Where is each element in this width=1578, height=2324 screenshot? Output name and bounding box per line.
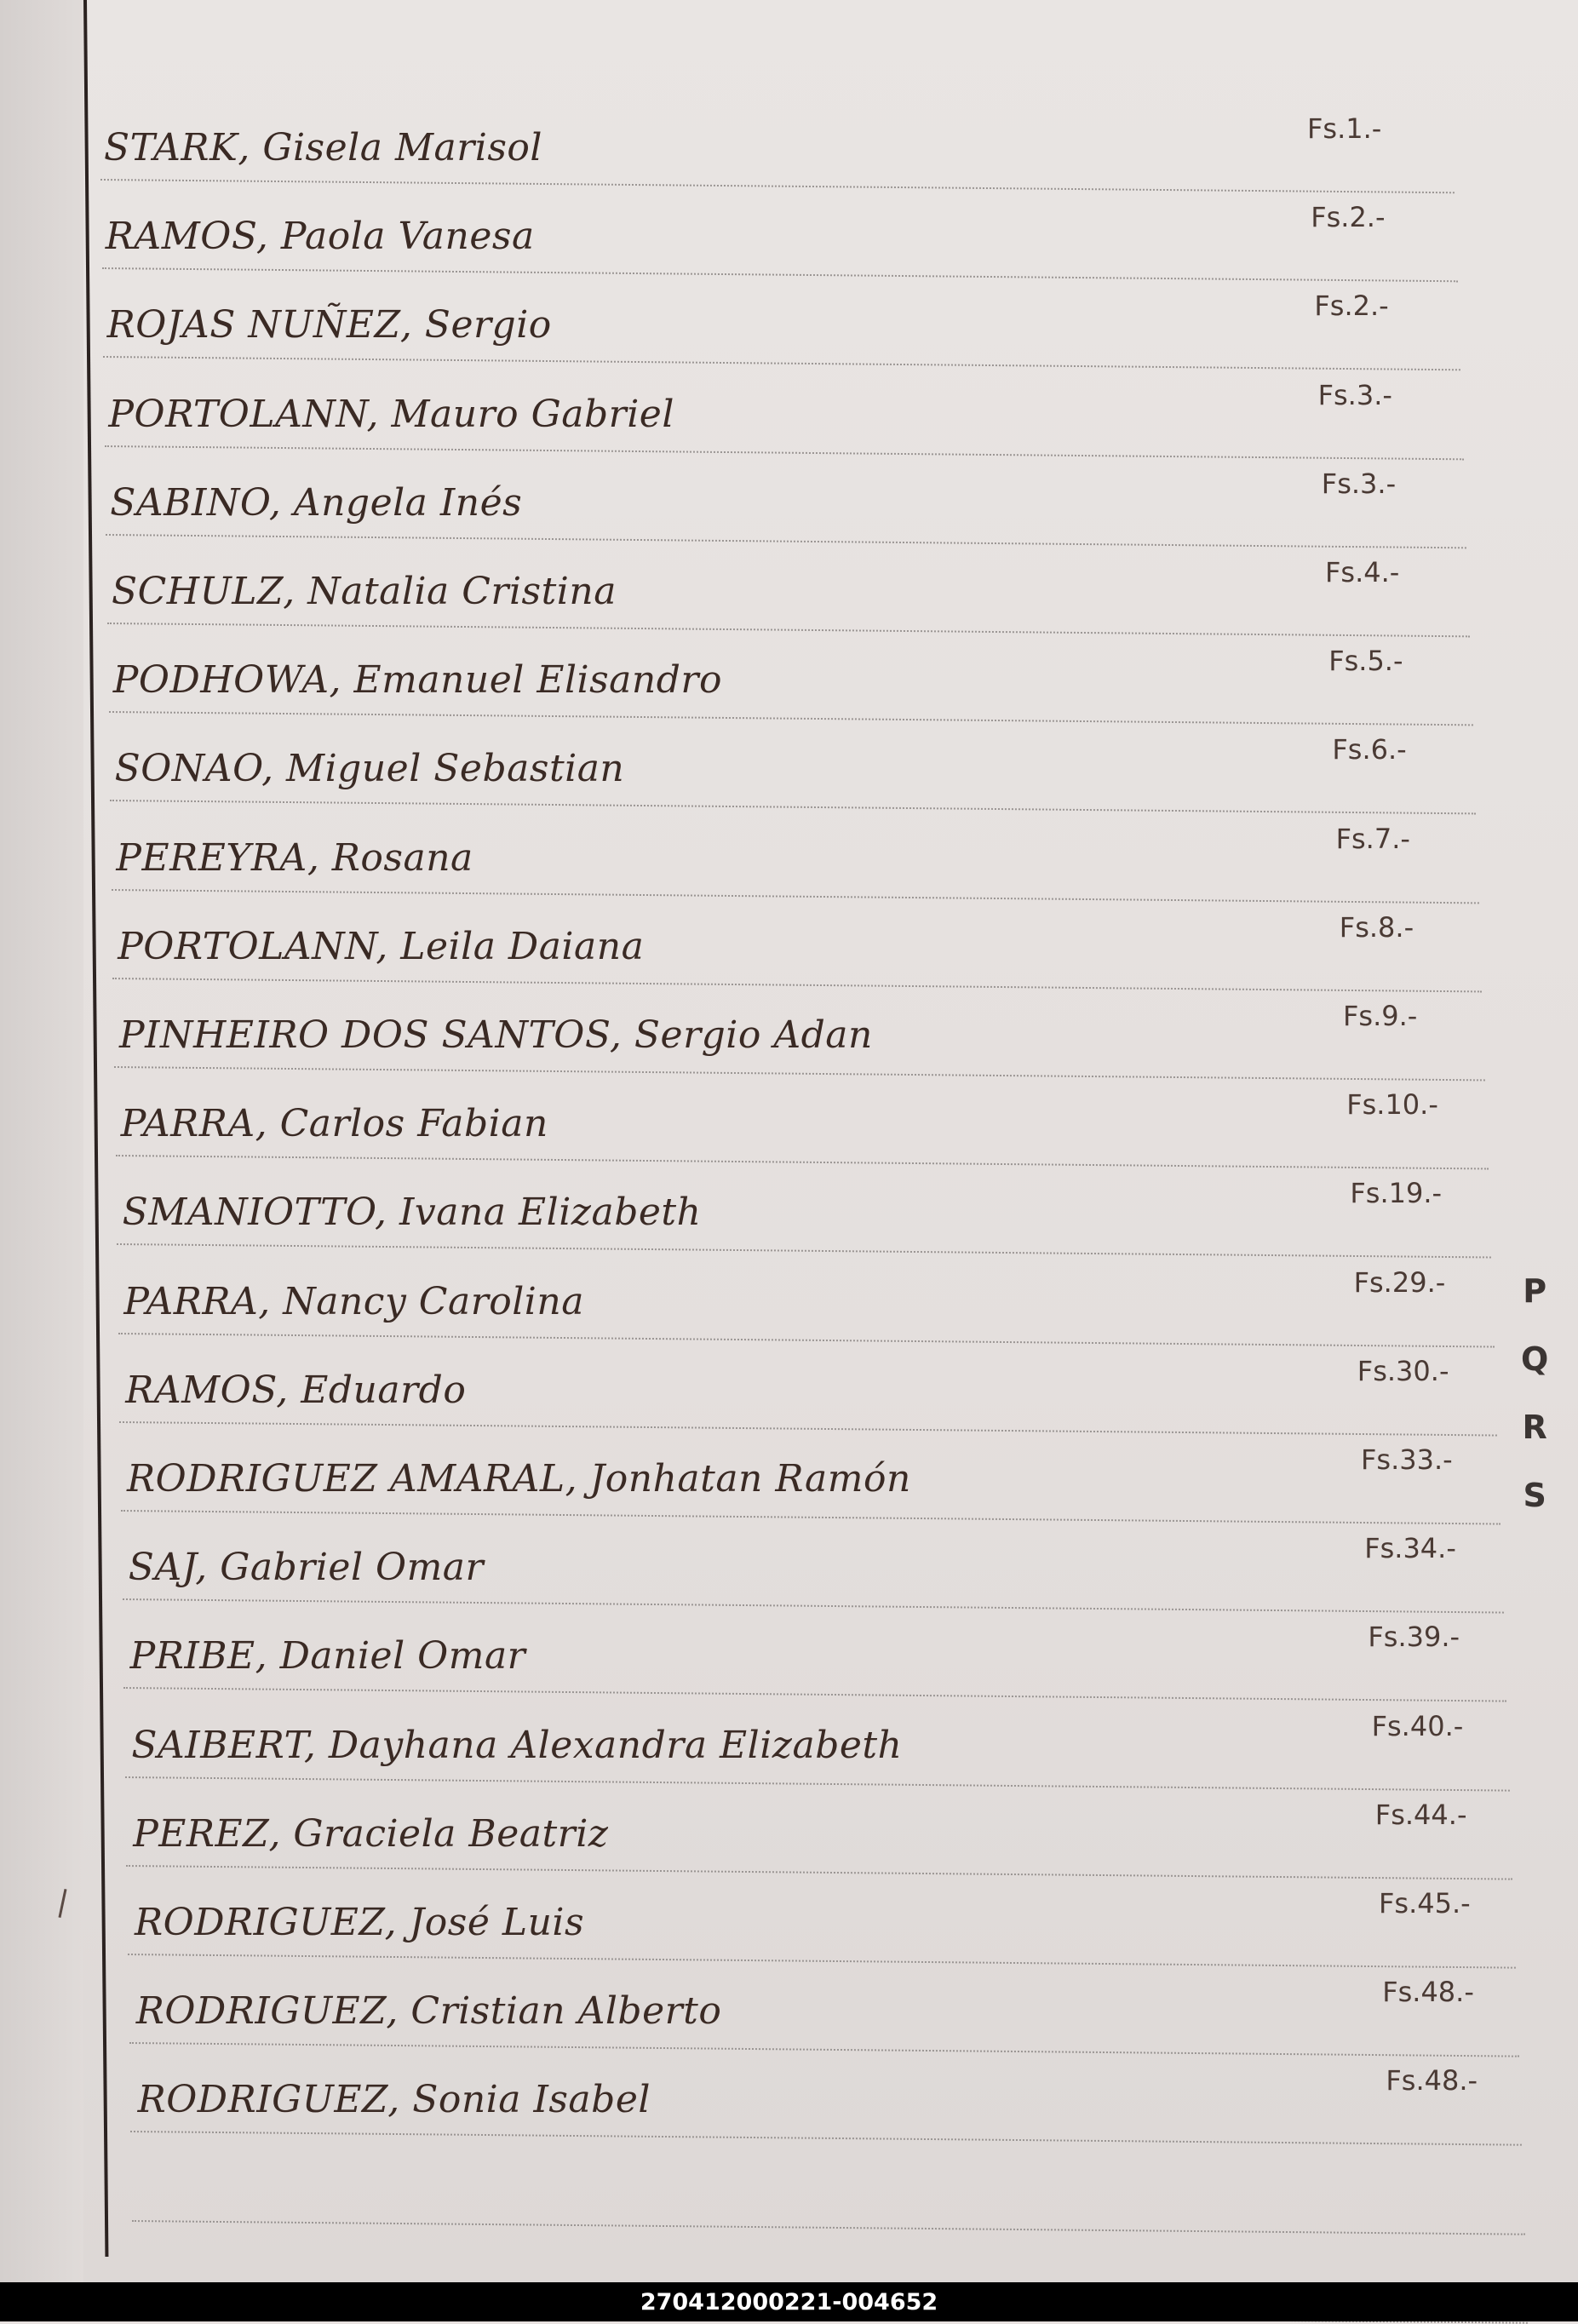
entry-folio: Fs.19.- (1350, 1177, 1443, 1210)
entry-name: RODRIGUEZ, Sonia Isabel (137, 2078, 651, 2122)
entry-name: SAIBERT, Dayhana Alexandra Elizabeth (131, 1723, 903, 1767)
ruled-line (110, 800, 1476, 814)
entry-folio: Fs.9.- (1343, 1000, 1418, 1032)
ruled-line (129, 2042, 1519, 2057)
ruled-line (132, 2220, 1525, 2235)
entry-folio: Fs.2.- (1311, 201, 1386, 234)
margin-line (83, 0, 108, 2257)
footer-bar (0, 2282, 1578, 2321)
ruled-line (121, 1510, 1501, 1525)
entry-folio: Fs.40.- (1371, 1709, 1464, 1742)
entry-name: PODHOWA, Emanuel Elisandro (112, 658, 722, 703)
ruled-line (103, 356, 1460, 370)
ruled-line (118, 1333, 1495, 1348)
entry-name: SAJ, Gabriel Omar (128, 1546, 485, 1590)
entry-folio: Fs.45.- (1379, 1887, 1471, 1919)
entry-folio: Fs.2.- (1314, 290, 1389, 323)
page-binding-edge (0, 0, 83, 2282)
ruled-line (106, 534, 1466, 548)
tab-letter-r: R (1522, 1409, 1547, 1446)
entry-folio: Fs.3.- (1321, 467, 1397, 500)
entry-name: RAMOS, Paola Vanesa (105, 215, 535, 259)
entry-folio: Fs.8.- (1339, 910, 1414, 944)
entry-name: PARRA, Nancy Carolina (123, 1279, 584, 1323)
ruled-line (107, 623, 1470, 637)
document-id: 270412000221-004652 (640, 2288, 938, 2315)
ruled-line (128, 1954, 1516, 1969)
entry-folio: Fs.33.- (1361, 1443, 1453, 1476)
entry-folio: Fs.48.- (1386, 2064, 1478, 2097)
entry-name: ROJAS NUÑEZ, Sergio (106, 303, 552, 347)
entry-name: RODRIGUEZ, José Luis (135, 1901, 585, 1944)
ruled-line (112, 889, 1479, 904)
entry-folio: Fs.1.- (1307, 112, 1382, 145)
entry-folio: Fs.10.- (1346, 1088, 1438, 1122)
entry-name: PORTOLANN, Leila Daiana (118, 924, 645, 968)
entry-folio: Fs.34.- (1364, 1532, 1456, 1565)
ruled-line (116, 1155, 1489, 1169)
entry-folio: Fs.29.- (1353, 1265, 1446, 1299)
entry-folio: Fs.6.- (1332, 733, 1407, 766)
entry-folio: Fs.48.- (1382, 1976, 1474, 2009)
entry-name: PRIBE, Daniel Omar (129, 1634, 526, 1678)
tab-letter-s: S (1523, 1477, 1546, 1514)
entry-name: RODRIGUEZ, Cristian Alberto (135, 1989, 722, 2034)
entry-folio: Fs.39.- (1368, 1621, 1460, 1654)
entry-folio: Fs.5.- (1328, 645, 1403, 678)
ruled-line (114, 1066, 1485, 1081)
ruled-line (109, 711, 1473, 726)
entry-name: RODRIGUEZ AMARAL, Jonhatan Ramón (127, 1457, 911, 1501)
entry-name: PEREZ, Graciela Beatriz (133, 1811, 609, 1856)
entry-folio: Fs.7.- (1335, 822, 1410, 855)
entry-name: PARRA, Carlos Fabian (120, 1102, 548, 1146)
ruled-line (105, 445, 1464, 460)
ruled-line (100, 179, 1455, 193)
ruled-line (125, 1776, 1510, 1792)
entry-name: SABINO, Angela Inés (110, 480, 523, 525)
index-tab-letters (1521, 1257, 1548, 1529)
entry-name: SONAO, Miguel Sebastian (114, 747, 625, 791)
entry-folio: Fs.4.- (1325, 556, 1400, 588)
ruled-line (123, 1598, 1504, 1614)
entry-folio: Fs.3.- (1317, 378, 1392, 411)
ruled-line (130, 2131, 1522, 2146)
entry-folio: Fs.30.- (1357, 1354, 1449, 1387)
ruled-line (123, 1687, 1506, 1702)
tab-letter-q: Q (1521, 1340, 1549, 1378)
ruled-line (102, 267, 1458, 282)
ruled-line (112, 978, 1482, 992)
ruled-line (126, 1865, 1512, 1880)
entry-name: RAMOS, Eduardo (125, 1368, 467, 1412)
entry-name: PEREYRA, Rosana (116, 835, 473, 880)
entry-folio: Fs.44.- (1374, 1798, 1467, 1831)
entry-name: PINHEIRO DOS SANTOS, Sergio Adan (119, 1013, 873, 1057)
ruled-line (119, 1421, 1497, 1437)
tab-letter-p: P (1523, 1272, 1547, 1310)
entry-name: SMANIOTTO, Ivana Elizabeth (122, 1191, 702, 1235)
entry-name: STARK, Gisela Marisol (104, 126, 542, 169)
entry-name: SCHULZ, Natalia Cristina (112, 570, 617, 613)
ruled-line (117, 1243, 1491, 1258)
entry-name: PORTOLANN, Mauro Gabriel (108, 392, 674, 436)
